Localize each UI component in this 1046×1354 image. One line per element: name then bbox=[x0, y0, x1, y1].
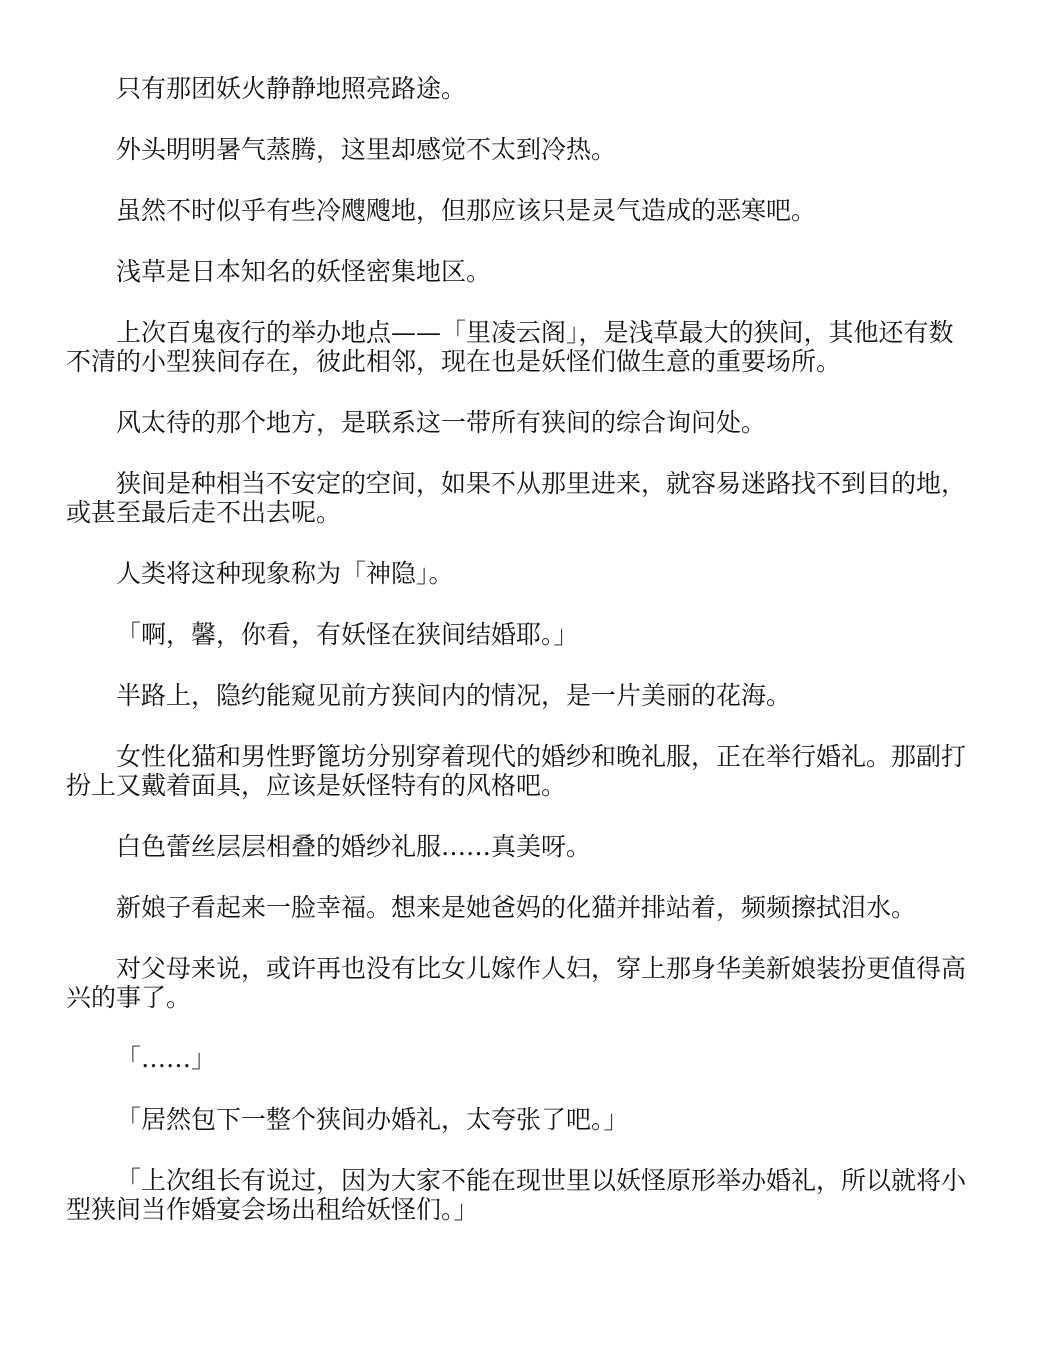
paragraph: 对父母来说，或许再也没有比女儿嫁作人妇，穿上那身华美新娘装扮更值得高兴的事了。 bbox=[66, 954, 967, 1012]
paragraph: 「上次组长有说过，因为大家不能在现世里以妖怪原形举办婚礼，所以就将小型狭间当作婚宴会场出租给妖怪们。」 bbox=[66, 1166, 967, 1224]
paragraph: 只有那团妖火静静地照亮路途。 bbox=[116, 74, 467, 103]
paragraph: 风太待的那个地方，是联系这一带所有狭间的综合询问处。 bbox=[116, 408, 767, 437]
paragraph: 浅草是日本知名的妖怪密集地区。 bbox=[116, 257, 492, 286]
paragraph: 「……」 bbox=[116, 1044, 217, 1073]
paragraph: 上次百鬼夜行的举办地点——「里凌云阁」，是浅草最大的狭间，其他还有数不清的小型狭间存在，彼此相邻，现在也是妖怪们做生意的重要场所。 bbox=[66, 318, 954, 376]
paragraph: 虽然不时似乎有些冷飕飕地，但那应该只是灵气造成的恶寒吧。 bbox=[116, 196, 817, 225]
paragraph: 人类将这种现象称为「神隐」。 bbox=[116, 559, 454, 588]
paragraph: 外头明明暑气蒸腾，这里却感觉不太到冷热。 bbox=[116, 135, 617, 164]
paragraph: 「居然包下一整个狭间办婚礼，太夸张了吧。」 bbox=[116, 1105, 629, 1134]
paragraph: 白色蕾丝层层相叠的婚纱礼服……真美呀。 bbox=[116, 832, 592, 861]
paragraph: 「啊，馨，你看，有妖怪在狭间结婚耶。」 bbox=[116, 620, 579, 649]
paragraph: 女性化猫和男性野篦坊分别穿着现代的婚纱和晚礼服，正在举行婚礼。那副打扮上又戴着面具，应该是妖怪特有的风格吧。 bbox=[66, 742, 967, 800]
paragraph: 半路上，隐约能窥见前方狭间内的情况，是一片美丽的花海。 bbox=[116, 681, 792, 710]
paragraph: 新娘子看起来一脸幸福。想来是她爸妈的化猫并排站着，频频擦拭泪水。 bbox=[116, 893, 917, 922]
body-text bbox=[66, 74, 972, 1256]
paragraph: 狭间是种相当不安定的空间，如果不从那里进来，就容易迷路找不到目的地，或甚至最后走不出去呢。 bbox=[66, 469, 967, 527]
